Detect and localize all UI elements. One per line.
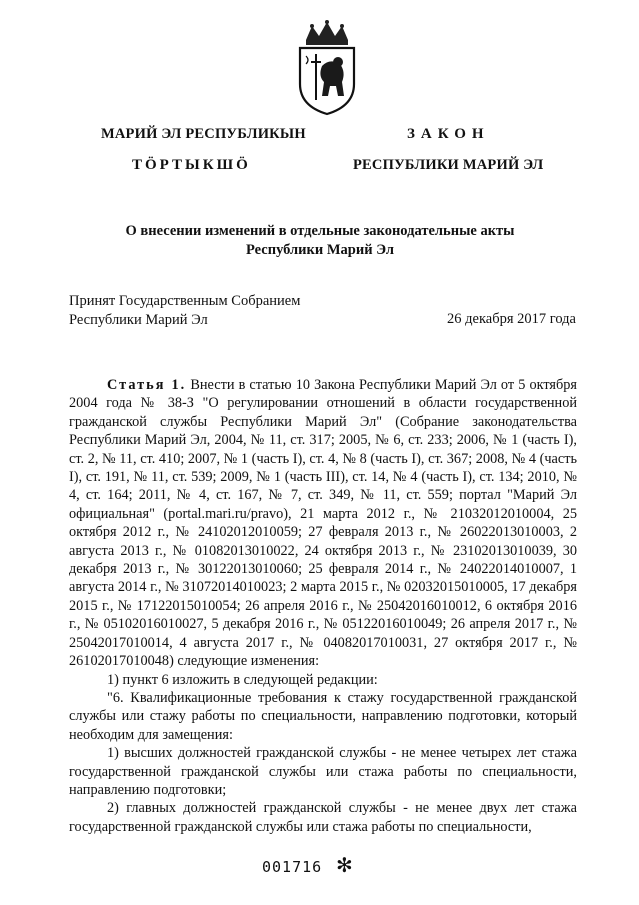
- adopted-by: [69, 292, 300, 330]
- header-left-line1: МАРИЙ ЭЛ РЕСПУБЛИКЫН: [101, 126, 306, 142]
- header-left-line2: ТӦРТЫКШӦ: [132, 157, 251, 173]
- paragraph-item-1: 1) пункт 6 изложить в следующей редакции:: [107, 671, 378, 688]
- footer-mark-icon: ✻: [336, 853, 353, 877]
- paragraph-item-4: 2) главных должностей гражданской службы - не менее двух лет стажа государственной гражданской службы или стажа работы по специальности,: [69, 800, 577, 835]
- paragraph-item-3: 1) высших должностей гражданской службы - не менее четырех лет стажа государственной гражданской службы или стажа работы по специальности, направлению подготовки;: [69, 745, 577, 798]
- law-title-line2: Республики Марий Эл: [246, 242, 394, 258]
- article-label: Статья 1.: [107, 377, 187, 393]
- article-1-paragraph: [69, 376, 577, 671]
- law-body: [69, 376, 577, 836]
- adoption-date: 26 декабря 2017 года: [447, 311, 576, 327]
- law-title-line1: О внесении изменений в отдельные законодательные акты: [125, 223, 515, 239]
- paragraph-item-2: "6. Квалификационные требования к стажу государственной гражданской службы или стажу работы по специальности, направлению подготовки, который необходим для замещения:: [69, 689, 577, 743]
- header-right-line1: ЗАКОН: [407, 126, 490, 142]
- coat-of-arms-emblem: [292, 20, 362, 116]
- header-right-line2: РЕСПУБЛИКИ МАРИЙ ЭЛ: [353, 157, 544, 173]
- adopted-line2: Республики Марий Эл: [69, 312, 208, 328]
- adopted-line1: Принят Государственным Собранием: [69, 293, 301, 309]
- article-text: Внести в статью 10 Закона Республики Марий Эл от 5 октября 2004 года № 38-З "О регулировании отношений в области государственной гражданской службы Республики Марий Эл" (Собрание законодательства Республики Марий Эл, 2004, № 11, ст. 317; 2005, № 6, ст. 233; 2006, № 1 (часть I), ст. 2, № 11, ст. 410; 2007, № 1 (часть I), ст. 4, № 8 (часть I), ст. 367; 2008, № 4 (часть I), ст. 191, № 11, ст. 539; 2009, № 1 (часть III), ст. 14, № 4 (часть I), ст. 134; 2010, № 4, ст. 164; 2011, № 4, ст. 167, № 7, ст. 349, № 11, ст. 559; портал "Марий Эл официальная" (portal.mari.ru/pravo), 21 марта 2012 г., № 21032012010004, 25 октября 2012 г., № 24102012010059; 27 февраля 2013 г., № 26022013010003, 2 августа 2013 г., № 01082013010022, 24 октября 2013 г., № 23102013010039, 30 декабря 2013 г., № 30122013010060; 25 февраля 2014 г., № 24022014010007, 1 августа 2014 г., № 31072014010023; 2 марта 2015 г., № 02032015010005, 17 декабря 2015 г., № 17122015010054; 26 апреля 2016 г., № 25042016010012, 6 октября 2016 г., № 05102016010027, 5 декабря 2016 г., № 05122016010049; 26 апреля 2017 г., № 25042017010014, 4 августа 2017 г., № 04082017010031, 27 октября 2017 г., № 26102017010048) следующие изменения:: [69, 377, 577, 670]
- document-serial-number: 001716: [262, 858, 323, 876]
